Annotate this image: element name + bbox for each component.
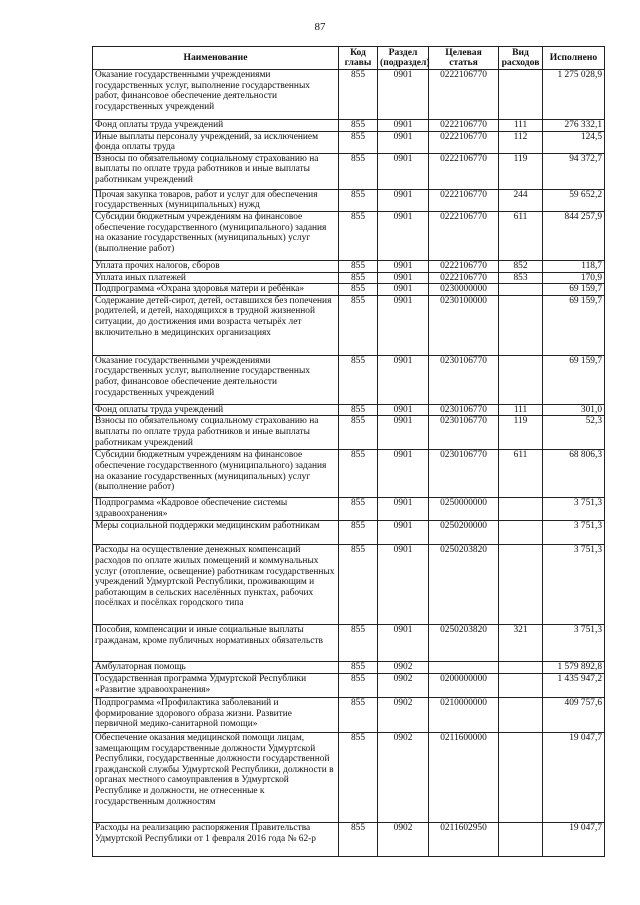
cell-expense-type: 112 (499, 131, 543, 153)
table-body (93, 70, 605, 857)
cell-section: 0902 (378, 732, 429, 822)
cell-target-article: 0222106770 (429, 153, 499, 189)
cell-section: 0901 (378, 260, 429, 272)
cell-expense-type (499, 355, 543, 404)
cell-executed: 409 757,6 (543, 697, 605, 732)
cell-section: 0901 (378, 416, 429, 450)
cell-target-article: 0210000000 (429, 697, 499, 732)
cell-name: Взносы по обязательному социальному страхованию на выплаты по оплате труда работников и иные выплаты работникам учреждений (93, 416, 339, 450)
cell-executed: 19 047,7 (543, 822, 605, 856)
cell-name: Взносы по обязательному социальному страхованию на выплаты по оплате труда работников и иные выплаты работникам учреждений (93, 153, 339, 189)
table-row (93, 295, 605, 355)
table-row (93, 732, 605, 822)
cell-executed: 124,5 (543, 131, 605, 153)
cell-name: Уплата иных платежей (93, 272, 339, 284)
cell-name: Прочая закупка товаров, работ и услуг для обеспечения государственных (муниципальных) нужд (93, 189, 339, 211)
cell-target-article: 0222106770 (429, 260, 499, 272)
cell-name: Государственная программа Удмуртской Республики «Развитие здравоохранения» (93, 673, 339, 697)
cell-name: Оказание государственными учреждениями государственных услуг, выполнение государственных работ, финансовое обеспечение деятельности государственных учреждений (93, 70, 339, 120)
header-expense-type: Вид расходов (499, 47, 543, 70)
header-target-article: Целевая статья (429, 47, 499, 70)
table-row (93, 153, 605, 189)
table-row (93, 416, 605, 450)
cell-name: Фонд оплаты труда учреждений (93, 120, 339, 132)
cell-section: 0901 (378, 284, 429, 296)
table-row (93, 673, 605, 697)
cell-executed: 301,0 (543, 404, 605, 416)
table-row (93, 272, 605, 284)
cell-name: Субсидии бюджетным учреждениям на финансовое обеспечение государственного (муниципального) задания на оказание государственных (муниципальных) услуг (выполнение работ) (93, 211, 339, 260)
cell-target-article: 0230106770 (429, 450, 499, 498)
cell-section: 0902 (378, 662, 429, 674)
cell-name: Оказание государственными учреждениями государственных услуг, выполнение государственных работ, финансовое обеспечение деятельности государственных учреждений (93, 355, 339, 404)
cell-executed: 69 159,7 (543, 284, 605, 296)
cell-target-article (429, 662, 499, 674)
table-row (93, 284, 605, 296)
header-executed: Исполнено (543, 47, 605, 70)
cell-target-article: 0211602950 (429, 822, 499, 856)
cell-executed: 19 047,7 (543, 732, 605, 822)
cell-chapter-code: 855 (339, 498, 378, 521)
cell-chapter-code: 855 (339, 260, 378, 272)
cell-expense-type: 119 (499, 416, 543, 450)
cell-chapter-code: 855 (339, 355, 378, 404)
cell-expense-type (499, 498, 543, 521)
cell-chapter-code: 855 (339, 295, 378, 355)
cell-expense-type (499, 662, 543, 674)
cell-expense-type (499, 284, 543, 296)
cell-expense-type (499, 822, 543, 856)
table-row (93, 521, 605, 545)
cell-target-article: 0222106770 (429, 70, 499, 120)
cell-target-article: 0230106770 (429, 404, 499, 416)
cell-executed: 118,7 (543, 260, 605, 272)
cell-section: 0901 (378, 211, 429, 260)
cell-executed: 276 332,1 (543, 120, 605, 132)
cell-executed: 3 751,3 (543, 498, 605, 521)
cell-section: 0901 (378, 189, 429, 211)
cell-target-article: 0250203820 (429, 625, 499, 662)
table-row (93, 625, 605, 662)
cell-executed: 1 275 028,9 (543, 70, 605, 120)
cell-chapter-code: 855 (339, 284, 378, 296)
table-row (93, 545, 605, 625)
cell-target-article: 0230106770 (429, 416, 499, 450)
cell-chapter-code: 855 (339, 625, 378, 662)
cell-expense-type: 119 (499, 153, 543, 189)
cell-expense-type (499, 545, 543, 625)
cell-chapter-code: 855 (339, 697, 378, 732)
table-row (93, 131, 605, 153)
cell-expense-type (499, 673, 543, 697)
cell-chapter-code: 855 (339, 822, 378, 856)
cell-target-article: 0250203820 (429, 545, 499, 625)
table-row (93, 189, 605, 211)
cell-expense-type: 853 (499, 272, 543, 284)
cell-chapter-code: 855 (339, 131, 378, 153)
cell-chapter-code: 855 (339, 545, 378, 625)
cell-expense-type (499, 521, 543, 545)
cell-section: 0901 (378, 404, 429, 416)
cell-target-article: 0222106770 (429, 131, 499, 153)
cell-section: 0902 (378, 822, 429, 856)
table-header (93, 47, 605, 70)
cell-executed: 68 806,3 (543, 450, 605, 498)
cell-executed: 69 159,7 (543, 295, 605, 355)
cell-chapter-code: 855 (339, 120, 378, 132)
cell-target-article: 0222106770 (429, 189, 499, 211)
table-row (93, 260, 605, 272)
cell-chapter-code: 855 (339, 153, 378, 189)
cell-name: Уплата прочих налогов, сборов (93, 260, 339, 272)
cell-section: 0901 (378, 120, 429, 132)
cell-executed: 3 751,3 (543, 545, 605, 625)
cell-executed: 69 159,7 (543, 355, 605, 404)
cell-target-article: 0200000000 (429, 673, 499, 697)
page-number: 87 (314, 21, 326, 33)
table-row (93, 662, 605, 674)
cell-executed: 1 435 947,2 (543, 673, 605, 697)
header-name: Наименование (93, 47, 339, 70)
cell-expense-type (499, 70, 543, 120)
cell-section: 0901 (378, 295, 429, 355)
cell-executed: 3 751,3 (543, 521, 605, 545)
cell-chapter-code: 855 (339, 272, 378, 284)
cell-section: 0901 (378, 153, 429, 189)
cell-target-article: 0222106770 (429, 211, 499, 260)
cell-name: Меры социальной поддержки медицинским работникам (93, 521, 339, 545)
cell-section: 0901 (378, 131, 429, 153)
cell-expense-type: 611 (499, 211, 543, 260)
cell-target-article: 0222106770 (429, 272, 499, 284)
table-row (93, 697, 605, 732)
cell-expense-type: 611 (499, 450, 543, 498)
cell-name: Фонд оплаты труда учреждений (93, 404, 339, 416)
cell-section: 0901 (378, 625, 429, 662)
cell-name: Подпрограмма «Охрана здоровья матери и ребёнка» (93, 284, 339, 296)
cell-expense-type: 111 (499, 120, 543, 132)
cell-name: Амбулаторная помощь (93, 662, 339, 674)
table-row (93, 355, 605, 404)
cell-chapter-code: 855 (339, 404, 378, 416)
cell-chapter-code: 855 (339, 662, 378, 674)
cell-section: 0901 (378, 545, 429, 625)
cell-chapter-code: 855 (339, 673, 378, 697)
cell-expense-type: 244 (499, 189, 543, 211)
cell-executed: 59 652,2 (543, 189, 605, 211)
table-row (93, 70, 605, 120)
cell-section: 0901 (378, 355, 429, 404)
cell-chapter-code: 855 (339, 521, 378, 545)
cell-chapter-code: 855 (339, 70, 378, 120)
cell-name: Иные выплаты персоналу учреждений, за исключением фонда оплаты труда (93, 131, 339, 153)
cell-expense-type (499, 697, 543, 732)
cell-chapter-code: 855 (339, 450, 378, 498)
cell-section: 0902 (378, 673, 429, 697)
table-row (93, 498, 605, 521)
cell-executed: 3 751,3 (543, 625, 605, 662)
cell-expense-type: 111 (499, 404, 543, 416)
cell-executed: 94 372,7 (543, 153, 605, 189)
cell-expense-type: 852 (499, 260, 543, 272)
table-row (93, 822, 605, 856)
cell-target-article: 0230106770 (429, 355, 499, 404)
cell-chapter-code: 855 (339, 416, 378, 450)
cell-name: Обеспечение оказания медицинской помощи лицам, замещающим государственные должности Удмуртской Республики, государственные должности государственной гражданской службы Удмуртской Республики, должности в органах местного самоуправления в Удмуртской Республике и должности, не отнесенные к государственным должностям (93, 732, 339, 822)
cell-section: 0901 (378, 272, 429, 284)
cell-section: 0901 (378, 450, 429, 498)
cell-name: Пособия, компенсации и иные социальные выплаты гражданам, кроме публичных нормативных обязательств (93, 625, 339, 662)
header-chapter-code: Код главы (339, 47, 378, 70)
cell-section: 0901 (378, 70, 429, 120)
cell-target-article: 0230000000 (429, 284, 499, 296)
cell-section: 0901 (378, 521, 429, 545)
cell-name: Расходы на осуществление денежных компенсаций расходов по оплате жилых помещений и коммунальных услуг (отопление, освещение) работникам государственных учреждений Удмуртской Республики, проживающим и работающим в сельских населённых пунктах, рабочих посёлках и посёлках городского типа (93, 545, 339, 625)
cell-section: 0901 (378, 498, 429, 521)
cell-chapter-code: 855 (339, 211, 378, 260)
cell-name: Подпрограмма «Кадровое обеспечение системы здравоохранения» (93, 498, 339, 521)
header-section: Раздел (подраздел) (378, 47, 429, 70)
cell-expense-type (499, 295, 543, 355)
cell-expense-type: 321 (499, 625, 543, 662)
table-row (93, 404, 605, 416)
cell-target-article: 0211600000 (429, 732, 499, 822)
budget-table (92, 46, 605, 857)
cell-name: Расходы на реализацию распоряжения Правительства Удмуртской Республики от 1 февраля 2016 года № 62-р (93, 822, 339, 856)
cell-chapter-code: 855 (339, 732, 378, 822)
cell-name: Содержание детей-сирот, детей, оставшихся без попечения родителей, и детей, находящихся в трудной жизненной ситуации, до достижения ими возраста четырёх лет включительно в медицинских организациях (93, 295, 339, 355)
cell-executed: 170,9 (543, 272, 605, 284)
cell-name: Субсидии бюджетным учреждениям на финансовое обеспечение государственного (муниципального) задания на оказание государственных (муниципальных) услуг (выполнение работ) (93, 450, 339, 498)
cell-chapter-code: 855 (339, 189, 378, 211)
cell-executed: 1 579 892,8 (543, 662, 605, 674)
table-row (93, 120, 605, 132)
cell-expense-type (499, 732, 543, 822)
cell-name: Подпрограмма «Профилактика заболеваний и формирование здорового образа жизни. Развитие первичной медико-санитарной помощи» (93, 697, 339, 732)
cell-target-article: 0230100000 (429, 295, 499, 355)
cell-section: 0902 (378, 697, 429, 732)
table-row (93, 450, 605, 498)
table-row (93, 211, 605, 260)
cell-target-article: 0250200000 (429, 521, 499, 545)
cell-target-article: 0222106770 (429, 120, 499, 132)
cell-target-article: 0250000000 (429, 498, 499, 521)
cell-executed: 52,3 (543, 416, 605, 450)
cell-executed: 844 257,9 (543, 211, 605, 260)
